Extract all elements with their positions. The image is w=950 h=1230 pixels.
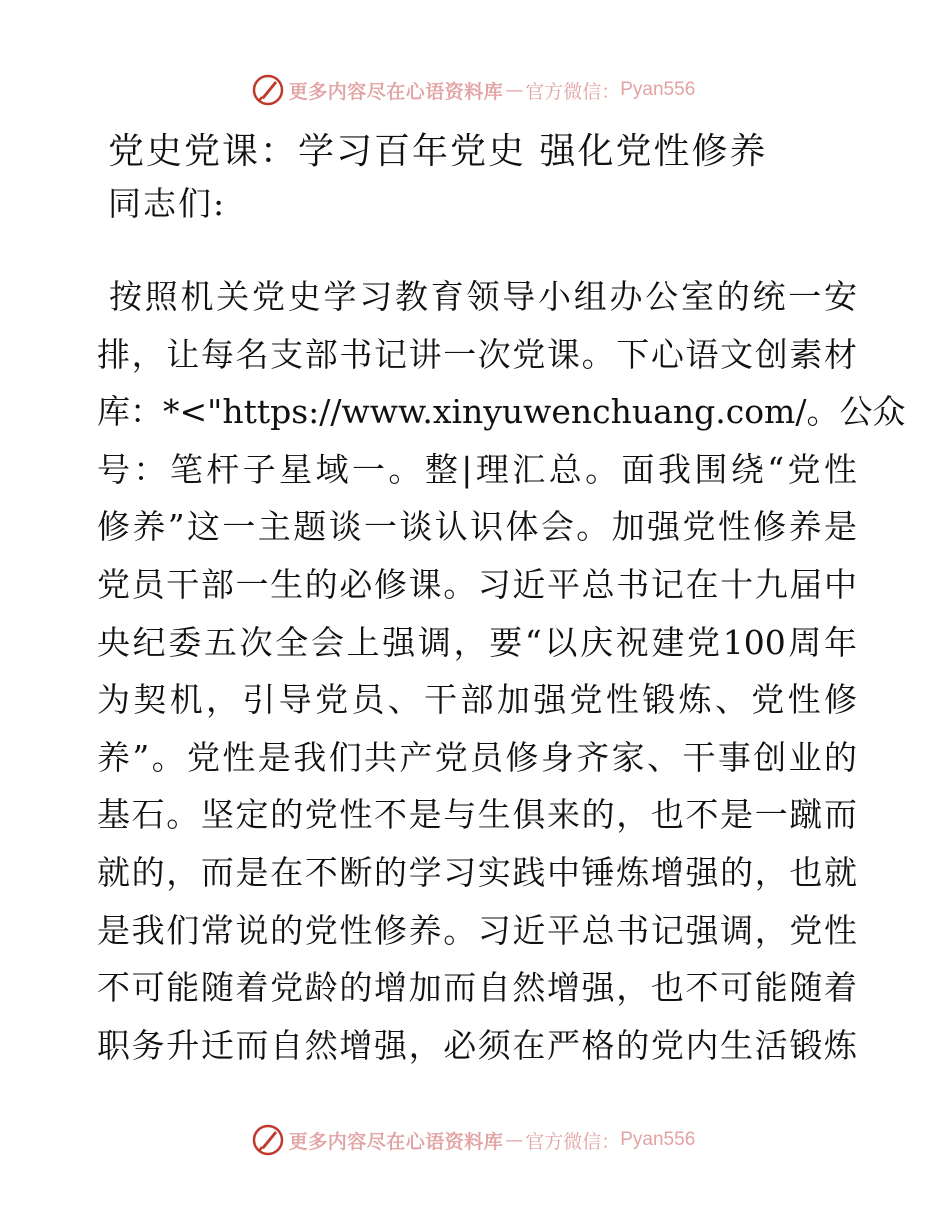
- banner-official-label: 官方微信：: [525, 1130, 621, 1153]
- body-line: 职务升迁而自然增强，必须在严格的党内生活锻炼: [97, 1025, 857, 1065]
- body-line: 为契机，引导党员、干部加强党性锻炼、党性修: [97, 680, 857, 720]
- body-line: 不可能随着党龄的增加而自然增强，也不可能随着: [97, 968, 857, 1008]
- body-line: 号：笔杆子星域一。整|理汇总。面我围绕“党性: [97, 449, 857, 489]
- body-line: 基石。坚定的党性不是与生俱来的，也不是一蹴而: [97, 795, 857, 835]
- body-text: [97, 268, 906, 1074]
- body-line: 排，让每名支部书记讲一次党课。下心语文创素材: [97, 334, 857, 374]
- quill-logo-icon: [251, 73, 285, 107]
- footer-banner: [0, 1120, 950, 1160]
- banner-content: [251, 73, 696, 107]
- body-line: 是我们常说的党性修养。习近平总书记强调，党性: [97, 910, 857, 950]
- body-line: 修养”这一主题谈一谈认识体会。加强党性修养是: [97, 507, 857, 547]
- body-line: 库：*<"https://www.xinyuwenchuang.com/。公众: [97, 392, 906, 432]
- header-banner: [0, 70, 950, 110]
- body-line: 央纪委五次全会上强调，要“以庆祝建党100周年: [97, 622, 857, 662]
- banner-dash: —: [505, 79, 524, 101]
- body-line: 按照机关党史学习教育领导小组办公室的统一安: [109, 277, 857, 316]
- body-line: 就的，而是在不断的学习实践中锤炼增强的，也就: [97, 852, 857, 892]
- body-line: 养”。党性是我们共产党员修身齐家、干事创业的: [97, 737, 857, 777]
- quill-logo-icon: [251, 1123, 285, 1157]
- banner-text: 更多内容尽在心语资料库: [288, 80, 504, 103]
- banner-wechat-id: Pyan556: [620, 79, 696, 100]
- banner-wechat-id: Pyan556: [620, 1129, 696, 1150]
- banner-content: [251, 1123, 696, 1157]
- document-title: 党史党课：学习百年党史 强化党性修养: [108, 131, 768, 172]
- banner-text: 更多内容尽在心语资料库: [288, 1130, 504, 1153]
- salutation: 同志们:: [108, 184, 227, 223]
- body-line: 党员干部一生的必修课。习近平总书记在十九届中: [97, 564, 857, 604]
- banner-official-label: 官方微信：: [525, 80, 621, 103]
- banner-dash: —: [505, 1129, 524, 1151]
